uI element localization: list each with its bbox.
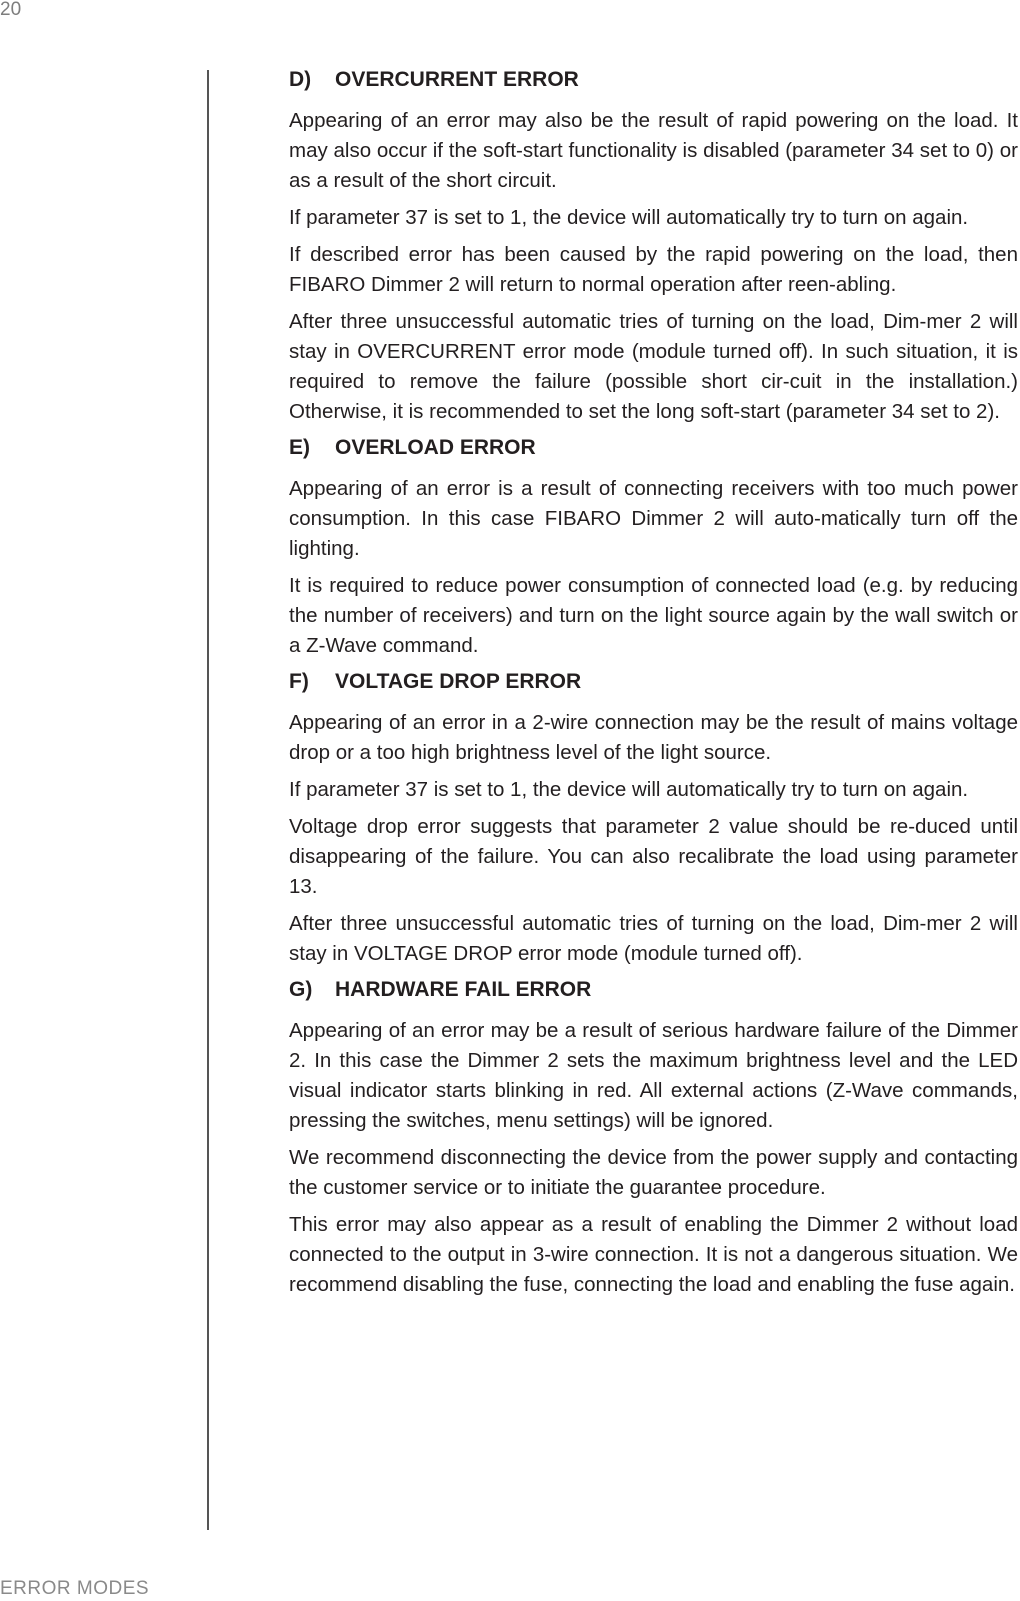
section-voltage-drop-error	[289, 668, 1018, 969]
paragraph: If described error has been caused by the rapid powering on the load, then FIBARO Dimmer 2 will return to normal operation after reen-abling.	[289, 243, 1018, 296]
paragraph: Appearing of an error may be a result of serious hardware failure of the Dimmer 2. In this case the Dimmer 2 sets the maximum brightness level and the LED visual indicator starts blinking in red. All external actions (Z-Wave commands, pressing the switches, menu settings) will be ignored.	[289, 1019, 1018, 1132]
footer-section-label: ERROR MODES	[0, 1578, 150, 1599]
section-letter: D)	[289, 68, 312, 91]
paragraph: This error may also appear as a result of enabling the Dimmer 2 without load connected to the output in 3-wire connection. It is not a dangerous situation. We recommend disabling the fuse, connecting the load and enabling the fuse again.	[289, 1213, 1018, 1296]
paragraph: Appearing of an error may also be the result of rapid powering on the load. It may also occur if the soft-start functionality is disabled (parameter 34 set to 0) or as a result of the short circuit.	[289, 109, 1018, 192]
section-title: HARDWARE FAIL ERROR	[335, 978, 592, 1001]
page-number: 20	[0, 0, 22, 20]
section-heading	[289, 66, 1018, 94]
section-letter: G)	[289, 978, 313, 1001]
paragraph: Appearing of an error is a result of connecting receivers with too much power consumption. In this case FIBARO Dimmer 2 will auto-matically turn off the lighting.	[289, 477, 1018, 560]
section-hardware-fail-error	[289, 976, 1018, 1300]
section-title: OVERCURRENT ERROR	[335, 68, 579, 91]
paragraph: It is required to reduce power consumption of connected load (e.g. by reducing the number of receivers) and turn on the light source again by the wall switch or a Z-Wave command.	[289, 574, 1018, 657]
paragraph: We recommend disconnecting the device from the power supply and contacting the customer service or to initiate the guarantee procedure.	[289, 1146, 1018, 1199]
paragraph: After three unsuccessful automatic tries of turning on the load, Dim-mer 2 will stay in OVERCURRENT error mode (module turned off). In such situation, it is required to remove the failure (possible short cir-cuit in the installation.) Otherwise, it is recommended to set the long soft-start (parameter 34 set to 2).	[289, 310, 1018, 423]
section-title: VOLTAGE DROP ERROR	[335, 670, 582, 693]
section-heading	[289, 668, 1018, 696]
document-body	[289, 66, 1018, 1307]
paragraph: Appearing of an error in a 2-wire connection may be the result of mains voltage drop or a too high brightness level of the light source.	[289, 711, 1018, 764]
paragraph: After three unsuccessful automatic tries of turning on the load, Dim-mer 2 will stay in VOLTAGE DROP error mode (module turned off).	[289, 912, 1018, 965]
section-letter: F)	[289, 670, 309, 693]
paragraph: Voltage drop error suggests that parameter 2 value should be re-duced until disappearing of the failure. You can also recalibrate the load using parameter 13.	[289, 815, 1018, 898]
section-overload-error	[289, 434, 1018, 661]
section-heading	[289, 434, 1018, 462]
paragraph: If parameter 37 is set to 1, the device will automatically try to turn on again.	[289, 206, 969, 229]
paragraph: If parameter 37 is set to 1, the device will automatically try to turn on again.	[289, 778, 969, 801]
margin-rule	[207, 70, 209, 1530]
section-letter: E)	[289, 436, 310, 459]
section-overcurrent-error	[289, 66, 1018, 427]
section-title: OVERLOAD ERROR	[335, 436, 536, 459]
section-heading	[289, 976, 1018, 1004]
